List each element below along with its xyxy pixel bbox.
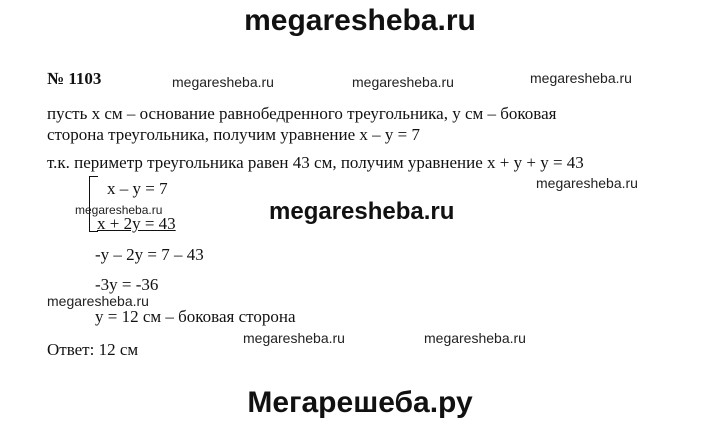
watermark: megaresheba.ru <box>243 330 345 346</box>
solution-step-2: -3y = -36 <box>95 275 159 294</box>
site-title: megaresheba.ru <box>244 4 476 37</box>
watermark-center: megaresheba.ru <box>269 198 455 225</box>
system-equation-1: x – y = 7 <box>107 179 168 198</box>
watermark: megaresheba.ru <box>172 74 274 90</box>
watermark: megaresheba.ru <box>352 74 454 90</box>
solution-step-3: y = 12 см – боковая сторона <box>95 307 296 326</box>
solution-line-2: сторона треугольника, получим уравнение x – y = 7 <box>47 125 421 144</box>
watermark: megaresheba.ru <box>47 293 149 309</box>
watermark: megaresheba.ru <box>75 203 163 217</box>
footer-title: Мегарешеба.ру <box>247 386 473 419</box>
system-equation-2: x + 2y = 43 <box>97 214 176 233</box>
problem-number: № 1103 <box>47 69 102 88</box>
solution-line-1: пусть x см – основание равнобедренного треугольника, y см – боковая <box>47 104 557 123</box>
watermark: megaresheba.ru <box>536 175 638 191</box>
solution-line-3: т.к. периметр треугольника равен 43 см, получим уравнение x + y + y = 43 <box>47 153 584 172</box>
solution-step-1: -y – 2y = 7 – 43 <box>95 245 204 264</box>
answer: Ответ: 12 см <box>47 340 139 359</box>
watermark: megaresheba.ru <box>424 330 526 346</box>
watermark: megaresheba.ru <box>530 70 632 86</box>
